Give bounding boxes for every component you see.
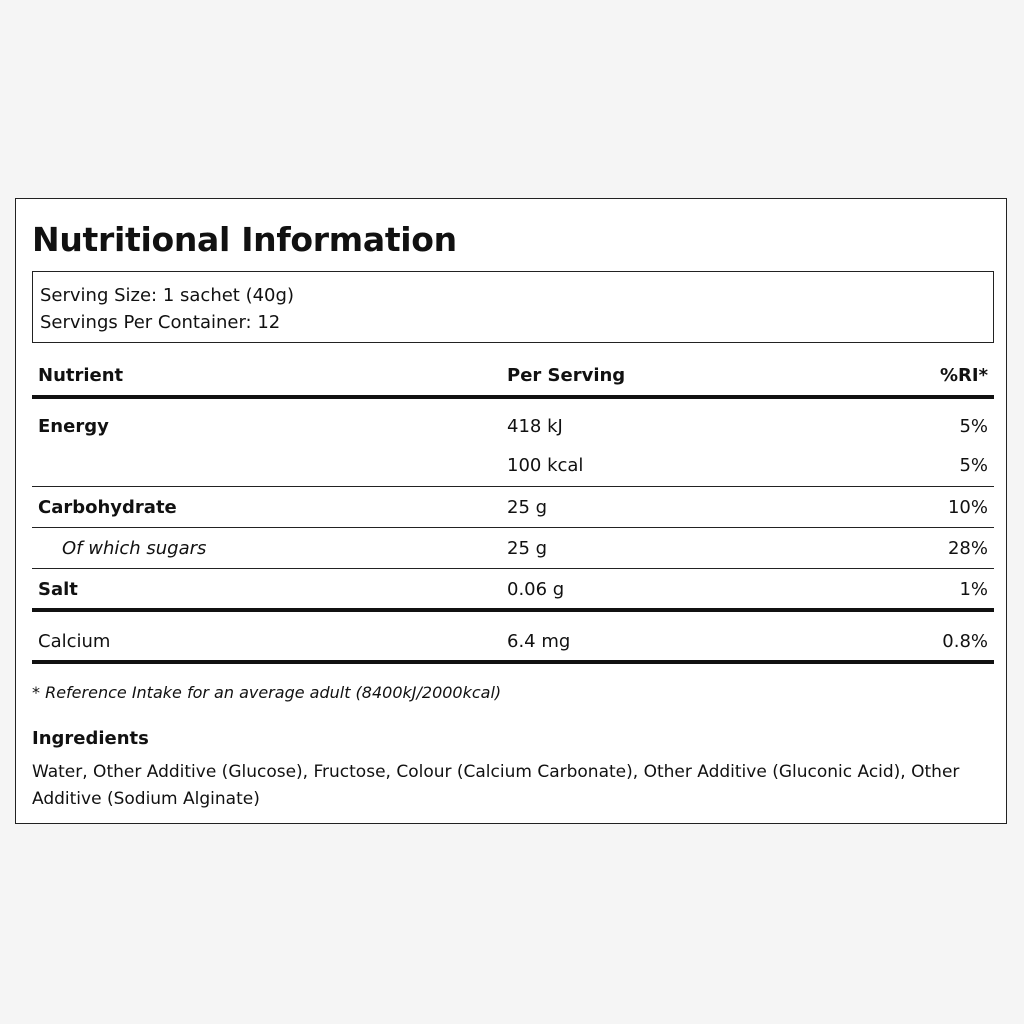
- ingredients-text: Water, Other Additive (Glucose), Fructose, Colour (Calcium Carbonate), Other Additive (Gluconic Acid), Other Additive (Sodium Alginate): [32, 762, 960, 809]
- carbohydrate-ri: 10%: [947, 497, 988, 518]
- carbohydrate-label: Carbohydrate: [38, 497, 177, 518]
- reference-intake-footnote: * Reference Intake for an average adult (8400kJ/2000kcal): [32, 683, 502, 702]
- calcium-value: 6.4 mg: [507, 631, 571, 652]
- sugars-ri: 28%: [947, 538, 988, 559]
- table-header: [32, 359, 994, 399]
- sugars-value: 25 g: [507, 538, 548, 559]
- page-title: Nutritional Information: [32, 220, 457, 259]
- energy-kj-ri: 5%: [959, 416, 988, 437]
- salt-ri: 1%: [959, 579, 988, 600]
- sugars-label: Of which sugars: [62, 538, 207, 559]
- serving-info-box: [32, 271, 994, 343]
- header-ri: %RI*: [939, 365, 988, 386]
- table-row-calcium: [32, 612, 994, 664]
- energy-label: Energy: [38, 416, 109, 437]
- calcium-ri: 0.8%: [942, 631, 988, 652]
- serving-size: Serving Size: 1 sachet (40g): [40, 285, 294, 306]
- nutrition-table: [32, 359, 994, 664]
- energy-kcal-value: 100 kcal: [507, 455, 584, 476]
- servings-per-container: Servings Per Container: 12: [40, 312, 281, 333]
- calcium-label: Calcium: [38, 631, 111, 652]
- salt-label: Salt: [38, 579, 78, 600]
- energy-kcal-ri: 5%: [959, 455, 988, 476]
- nutrition-panel: [15, 198, 1007, 824]
- ingredients-heading: Ingredients: [32, 728, 149, 749]
- salt-value: 0.06 g: [507, 579, 565, 600]
- table-row-carbohydrate: [32, 487, 994, 528]
- table-row-sugars: [32, 528, 994, 569]
- table-row-energy: [32, 399, 994, 487]
- header-per-serving: Per Serving: [507, 365, 626, 386]
- table-row-salt: [32, 569, 994, 612]
- header-nutrient: Nutrient: [38, 365, 124, 386]
- energy-kj-value: 418 kJ: [507, 416, 563, 437]
- carbohydrate-value: 25 g: [507, 497, 548, 518]
